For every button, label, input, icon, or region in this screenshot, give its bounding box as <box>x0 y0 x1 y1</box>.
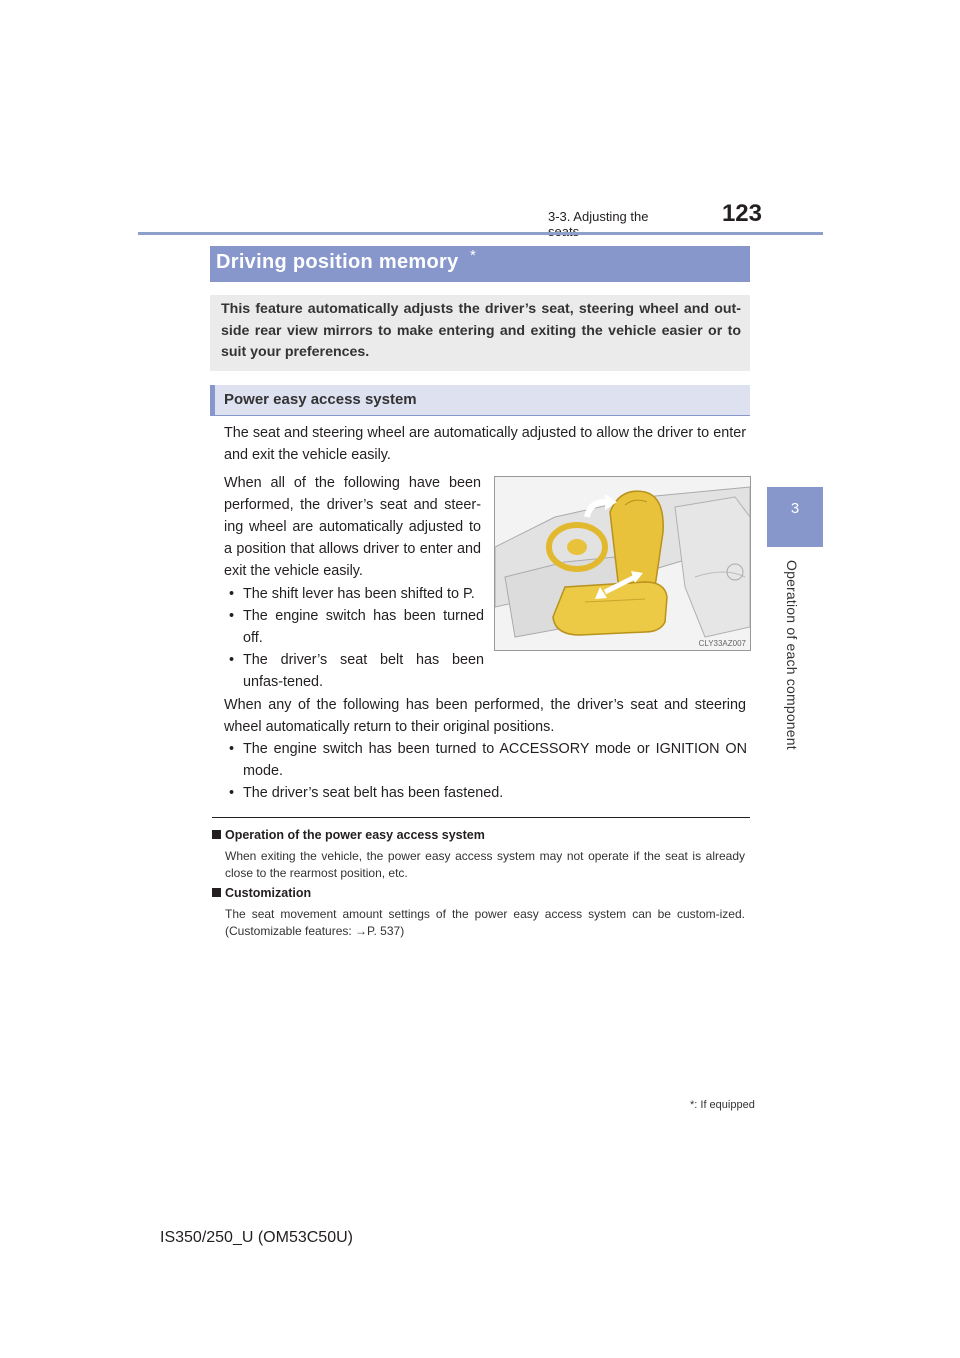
square-bullet-icon <box>212 888 221 897</box>
page-title: Driving position memory <box>216 251 459 273</box>
chapter-tab <box>767 487 823 547</box>
footnote-mark: * <box>690 1099 695 1111</box>
note-text: The seat movement amount settings of the power easy access system can be custom-ized. (Customizable features: →P. 537) <box>225 907 745 938</box>
bullet-icon: • <box>229 608 235 624</box>
bullet-icon: • <box>229 785 235 801</box>
footnote-text: : If equipped <box>694 1099 755 1111</box>
condition-text: The shift lever has been shifted to P. <box>243 586 475 602</box>
header-rule <box>138 232 823 235</box>
square-bullet-icon <box>212 830 221 839</box>
bullet-icon: • <box>229 741 235 757</box>
return-condition-item <box>229 738 747 782</box>
subheading: Power easy access system <box>224 391 417 408</box>
paragraph-2: When all of the following have been performed, the driver’s seat and steer-ing wheel are automatically adjusted to a position that allows driver to enter and exit the vehicle easily. <box>224 475 481 579</box>
return-condition-text: The driver’s seat belt has been fastened. <box>243 785 504 801</box>
note-heading-text: Operation of the power easy access system <box>225 828 485 842</box>
model-code: IS350/250_U (OM53C50U) <box>160 1229 353 1246</box>
return-condition-item <box>229 782 747 804</box>
section-title: 3-3. Adjusting the <box>548 209 649 224</box>
paragraph-1: The seat and steering wheel are automatically adjusted to allow the driver to enter and exit the vehicle easily. <box>224 425 746 463</box>
note-heading-text: Customization <box>225 886 312 900</box>
condition-item <box>229 583 484 605</box>
note-heading <box>212 828 485 842</box>
condition-text: The driver’s seat belt has been unfas-tened. <box>243 652 484 690</box>
condition-text: The engine switch has been turned off. <box>243 608 484 646</box>
chapter-number: 3 <box>790 500 800 517</box>
seat-illustration <box>494 476 751 651</box>
subheading-accent <box>210 385 215 415</box>
bullet-icon: • <box>229 652 235 668</box>
note-text: When exiting the vehicle, the power easy access system may not operate if the seat is already close to the rearmost position, etc. <box>225 849 745 880</box>
condition-item <box>229 605 484 649</box>
seat-drawing <box>495 477 750 650</box>
figure-code: CLY33AZ007 <box>698 639 746 648</box>
bullet-icon: • <box>229 586 235 602</box>
intro-text: This feature automatically adjusts the driver’s seat, steering wheel and out-side rear view mirrors to make entering and exiting the vehicle easier or to suit your preferences. <box>221 301 741 360</box>
page-number: 123 <box>721 200 762 227</box>
footnote <box>690 1099 755 1111</box>
paragraph-3: When any of the following has been performed, the driver’s seat and steering wheel automatically return to their original positions. <box>224 697 746 735</box>
chapter-label: Operation of each component <box>784 560 800 750</box>
note-heading <box>212 886 311 900</box>
section-divider <box>212 817 750 818</box>
title-asterisk: * <box>470 247 476 264</box>
return-condition-text: The engine switch has been turned to ACCESSORY mode or IGNITION ON mode. <box>243 741 747 779</box>
condition-item <box>229 649 484 693</box>
